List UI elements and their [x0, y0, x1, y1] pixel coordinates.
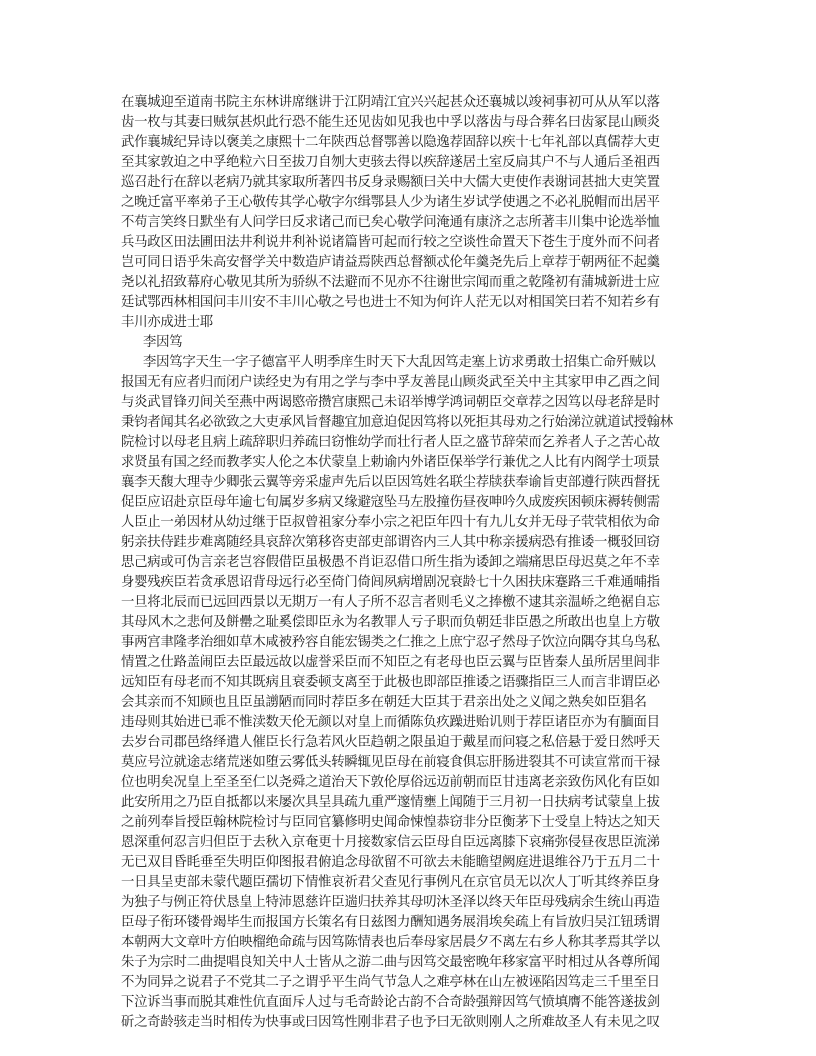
- text-line: 促臣应诏赴京臣母年逾七旬属岁多病又缘避寇坠马左股撞伤昼夜呻吟久成废疾困顿床褥转侧需: [121, 495, 660, 510]
- text-line: 身婴残疾臣若贪承恩诏背母远行必至倚门倚闾夙病增剧况衰龄七十久困扶床蹇路三千难通晡指: [121, 575, 660, 590]
- text-line: 丰川亦成进士耶: [121, 315, 213, 330]
- text-line: 兵马政区田法圃田法井利说井利补说诸篇皆可起而行较之空谈性命置天下苍生于度外而不问者: [121, 235, 660, 250]
- text-line: 在襄城迎至道南书院主东林讲席继讲于江阴靖江宜兴兴起甚众还襄城以竣祠事初可从从军以落: [121, 95, 660, 110]
- text-line: 巡召赴行在辞以老病乃就其家取所著四书反身录赐额曰关中大儒大吏使作表谢词甚拙大吏笑置: [121, 175, 660, 190]
- text-line: 与炎武冒锋刃间关至燕中两谒愍帝攒宫康熙己未诏举博学鸿词朝臣交章荐之因笃以母老辞是时: [121, 395, 660, 410]
- text-line: 廷试鄂西林相国问丰川安不丰川心敬之号也进士不知为何许人茫无以对相国笑曰若不知若乡有: [121, 295, 660, 310]
- text-line: 不为同异之说君子不党其二子之谓乎平生尚气节急人之难亭林在山左被诬陷因笃走三千里至日: [121, 975, 660, 990]
- text-line: 位也明矣况皇上至圣至仁以尧舜之道治天下敦伦厚俗远迈前朝而臣甘违离老亲致伤风化有臣如: [121, 775, 660, 790]
- section-1-paragraph: [121, 93, 695, 333]
- text-line: 岂可同日语乎朱高安督学关中数造庐请益焉陕西总督额忒伦年羹尧先后上章荐于朝两征不起羹: [121, 255, 660, 270]
- text-line: 至其家敦迫之中孚绝粒六日至拔刀自刎大吏骇去得以疾辞遂居土室反扃其户不与人通后圣祖西: [121, 155, 660, 170]
- text-line: 之前列奉旨授臣翰林院检讨与臣同官纂修明史闻命悚惶恭窃非分臣衡茅下士受皇上特达之知天: [121, 815, 660, 830]
- text-line: 秉钧者闻其名必欲致之大吏承风旨督趣宜加意迫促因笃将以死拒其母劝之行始涕泣就道试授翰林: [121, 415, 673, 430]
- text-line: 报国无有应者归而闭户读经史为有用之学与李中孚友善昆山顾炎武至关中主其家甲申乙酉之间: [121, 375, 660, 390]
- text-line: 人臣止一弟因材从幼过继于臣叔曾祖家分奉小宗之祀臣年四十有九儿女并无母子茕茕相依为命: [121, 515, 660, 530]
- text-line: 去岁台司郡邑络绎遣人催臣长行急若风火臣趋朝之限虽迫于戴星而问寝之私倍悬于爱日然呼天: [121, 735, 660, 750]
- text-line: 襄李天馥大理寺少卿张云翼等旁采虚声先后以臣因笃姓名联尘荐牍获奉谕旨吏部遵行陕西督抚: [121, 475, 660, 490]
- text-line: 尧以礼招致幕府心敬见其所为骄纵不法避而不见亦不往谢世宗闻而重之乾隆初有蒲城新进士应: [121, 275, 660, 290]
- text-line: 远知臣有母老而不知其既病且衰委顿支离至于此极也即部臣推诿之语骤指臣三人而言非谓臣必: [121, 675, 660, 690]
- text-line: 会其亲而不知顾也且臣虽謭陋而同时荐臣多在朝廷大臣其于君亲出处之义闻之熟矣如臣猖名: [121, 695, 647, 710]
- text-line: 下泣诉当事而脱其难性伉直面斥人过与毛奇龄论古韵不合奇龄强辩因笃气愤填膺不能答遂拔剑: [121, 995, 660, 1010]
- text-line: 情置之仕路盖闹臣去臣最远故以虚誉采臣而不知臣之有老母也臣云翼与臣皆秦人虽所居里闾非: [121, 655, 660, 670]
- text-line: 之晚迁富平率弟子王心敬传其学心敬字尔缉鄂县人少为诸生岁试学使遇之不必礼脱帽而出居平: [121, 195, 660, 210]
- text-line: 朱子为宗时二曲提唱良知关中人士皆从之游二曲与因笃交最密晚年移家富平时相过从各尊所闻: [121, 955, 660, 970]
- text-line: 无已双目昏眊垂至失明臣仰图报君俯追念母欲留不可欲去未能瞻望阙庭进退维谷乃于五月二十: [121, 855, 660, 870]
- text-line: 一旦将北辰而已远回西景以无期万一有人子所不忍言者则毛义之捧檄不逮其亲温峤之绝裾自忘: [121, 595, 660, 610]
- text-line: 武作襄城纪异诗以褒美之康熙十二年陕西总督鄂善以隐逸荐固辞以疾十七年礼部以真儒荐大吏: [121, 135, 660, 150]
- text-line: 此安所用之乃臣自抵都以来屡次具呈具疏九重严邃情壅上闻随于三月初一日扶病考试蒙皇上拔: [121, 795, 660, 810]
- text-line: 违母则其始进已乖不惟渎数天伦无颜以对皇上而循陈负疚躁进贻讥则于荐臣诸臣亦为有腼面目: [121, 715, 660, 730]
- text-line: 院检讨以母老且病上疏辞职归养疏曰窃惟幼学而壮行者人臣之盛节辞荣而乞养者人子之苦心故: [121, 435, 660, 450]
- text-line: 为独子与例正符伏恳皇上特沛恩慈许臣遄归扶养其母叨沐圣泽以终天年臣母残病余生统山再造: [121, 895, 660, 910]
- text-line: 斫之奇龄骇走当时相传为快事或曰因笃性刚非君子也予曰无欲则刚人之所难故圣人有未见之叹: [121, 1015, 660, 1030]
- text-line: 恩深重何忍言归但臣于去秋入京奄更十月接数家信云臣母自臣远离膝下哀痛弥侵昼夜思臣流涕: [121, 835, 660, 850]
- section-2-heading: 李因笃: [143, 335, 183, 350]
- text-line: 其母风木之悲何及餅罍之耻奚偿即臣永为名教罪人亏子职而负朝廷非臣愚之所敢出也皇上方敬: [121, 615, 660, 630]
- text-line: 求贤虽有国之经而教孝实人伦之本伏蒙皇上勅谕内外诸臣保举学行兼优之人比有内阁学士项景: [121, 455, 660, 470]
- text-line: 思己病或可伪言亲老岂容假借臣虽极愚不肖讵忍借口所生指为诿卸之端痛思臣母迟莫之年不幸: [121, 555, 660, 570]
- text-line: 莫应号泣就途志绪荒迷如堕云雾低头转瞬辄见臣母在前寝食俱忘肝肠进裂其不可读宣常而干禄: [121, 755, 660, 770]
- text-line: 臣母子衔环镂骨竭毕生而报国方长策名有日兹图力酬知遇务展涓埃矣疏上有旨放归吴江钮琇谓: [121, 915, 660, 930]
- text-line: 事两宫聿隆孝治细如草木咸被矜容自能宏锡类之仁推之上庶宁忍孑然母子饮泣向隅夺其乌鸟私: [121, 635, 660, 650]
- text-line: 本朝两大文章叶方伯映榴绝命疏与因笃陈情表也后奉母家居晨夕不离左右乡人称其孝焉其学以: [121, 935, 660, 950]
- text-line: 李因笃字天生一字子德富平人明季庠生时天下大乱因笃走塞上访求勇敢士招集亡命歼贼以: [143, 355, 656, 370]
- text-line: 不苟言笑终日默坐有人问学曰反求诸己而已矣心敬学问淹通有康济之志所著丰川集中论选举恤: [121, 215, 660, 230]
- text-line: 齿一枚与其妻曰贼氛甚炽此行恐不能生还见齿如见我也中孚以落齿与母合葬名曰齿冢昆山顾炎: [121, 115, 660, 130]
- text-line: 躬亲扶侍跬步难离随经具哀辞次第移咨吏部吏部谓咨内三人其中称亲援病恐有推诿一概驳回窃: [121, 535, 660, 550]
- text-line: 一日具呈吏部未蒙代题臣孺切下情惟哀祈君父查见行事例凡在京官员无以次人丁听其终养臣身: [121, 875, 660, 890]
- section-2-paragraph: [121, 353, 695, 1033]
- document-page: [121, 93, 695, 1033]
